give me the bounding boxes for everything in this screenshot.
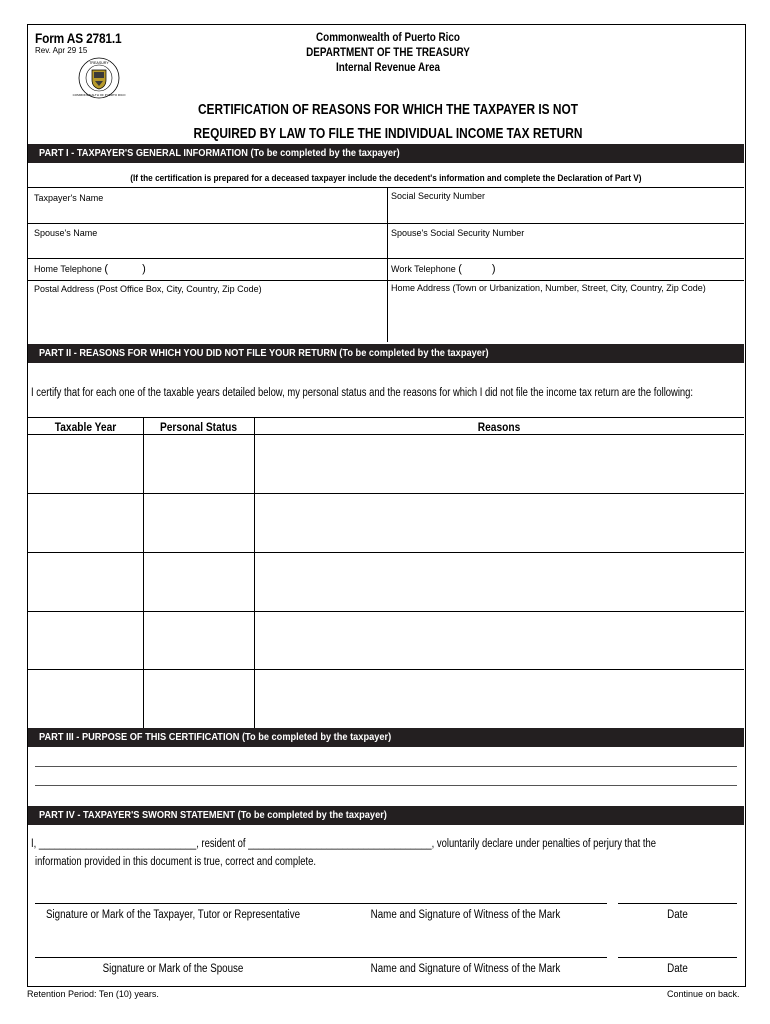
witness-signature-label: Name and Signature of Witness of the Mark: [370, 909, 561, 921]
part3-heading: PART III - PURPOSE OF THIS CERTIFICATION (To be completed by the taxpayer): [28, 728, 744, 747]
part1-heading: PART I - TAXPAYER'S GENERAL INFORMATION (To be completed by the taxpayer): [28, 144, 744, 163]
title-line-2: REQUIRED BY LAW TO FILE THE INDIVIDUAL INCOME TAX RETURN: [193, 126, 583, 142]
signature-line: [35, 957, 325, 958]
taxpayer-signature-label: Signature or Mark of the Taxpayer, Tutor or Representative: [45, 909, 301, 921]
sworn-statement-line-2: information provided in this document is true, correct and complete.: [35, 856, 316, 868]
form-id: Form AS 2781.1: [35, 30, 122, 46]
signature-line: [324, 957, 607, 958]
seal-bottom-text: COMMONWEALTH OF PUERTO RICO: [72, 93, 126, 97]
divider: [28, 280, 744, 281]
col-reasons: Reasons: [477, 420, 521, 434]
column-divider: [254, 417, 255, 728]
home-address-label: Home Address (Town or Urbanization, Number, Street, City, Country, Zip Code): [391, 283, 706, 293]
work-telephone-label: Work Telephone ( ): [391, 263, 496, 275]
date-label: Date: [667, 909, 688, 921]
sworn-statement-line-1: I, ______________________________, resident of ___________________________________, voluntarily declare under penalties of perjury that the: [31, 838, 657, 850]
purpose-line-2: [35, 785, 737, 786]
agency-commonwealth: Commonwealth of Puerto Rico: [316, 32, 460, 44]
home-telephone-label: Home Telephone ( ): [34, 263, 146, 275]
certify-statement: I certify that for each one of the taxable years detailed below, my personal status and the reasons for which I did not file the income tax return are the following:: [31, 387, 694, 399]
table-row-divider: [28, 611, 744, 612]
signature-line: [35, 903, 325, 904]
table-row-divider: [28, 669, 744, 670]
agency-header: [250, 31, 525, 76]
col-personal-status: Personal Status: [159, 420, 238, 434]
agency-area: Internal Revenue Area: [335, 62, 441, 74]
spouse-name-label: Spouse's Name: [34, 228, 98, 238]
revision-date: Rev. Apr 29 15: [35, 46, 88, 55]
table-row-divider: [28, 493, 744, 494]
agency-department: DEPARTMENT OF THE TREASURY: [306, 47, 470, 59]
divider: [28, 258, 744, 259]
taxpayer-name-label: Taxpayer's Name: [34, 193, 104, 203]
postal-address-label: Postal Address (Post Office Box, City, Country, Zip Code): [34, 284, 262, 294]
divider: [28, 187, 744, 188]
treasury-seal-icon: [72, 57, 126, 99]
column-divider: [387, 187, 388, 342]
seal-top-text: TREASURY: [89, 61, 109, 65]
continue-on-back: Continue on back.: [667, 989, 740, 999]
date-line: [618, 903, 737, 904]
table-header-divider: [28, 434, 744, 435]
part1-note: (If the certification is prepared for a deceased taxpayer include the decedent's information and complete the Declaration of Part V): [130, 173, 642, 183]
column-divider: [143, 417, 144, 728]
date-line: [618, 957, 737, 958]
part4-heading: PART IV - TAXPAYER'S SWORN STATEMENT (To be completed by the taxpayer): [28, 806, 744, 825]
purpose-line-1: [35, 766, 737, 767]
form-frame: [27, 24, 746, 987]
spouse-signature-label: Signature or Mark of the Spouse: [102, 963, 244, 975]
part2-heading: PART II - REASONS FOR WHICH YOU DID NOT FILE YOUR RETURN (To be completed by the taxpayer): [28, 344, 744, 363]
signature-line: [324, 903, 607, 904]
divider: [28, 417, 744, 418]
date-label: Date: [667, 963, 688, 975]
spouse-ssn-label: Spouse's Social Security Number: [391, 228, 525, 238]
table-row-divider: [28, 552, 744, 553]
witness-signature-label: Name and Signature of Witness of the Mark: [370, 963, 561, 975]
title-line-1: CERTIFICATION OF REASONS FOR WHICH THE TAXPAYER IS NOT: [197, 102, 579, 118]
document-title: [126, 98, 651, 146]
col-taxable-year: Taxable Year: [54, 420, 117, 434]
divider: [28, 223, 744, 224]
retention-period: Retention Period: Ten (10) years.: [27, 989, 159, 999]
ssn-label: Social Security Number: [391, 191, 486, 201]
